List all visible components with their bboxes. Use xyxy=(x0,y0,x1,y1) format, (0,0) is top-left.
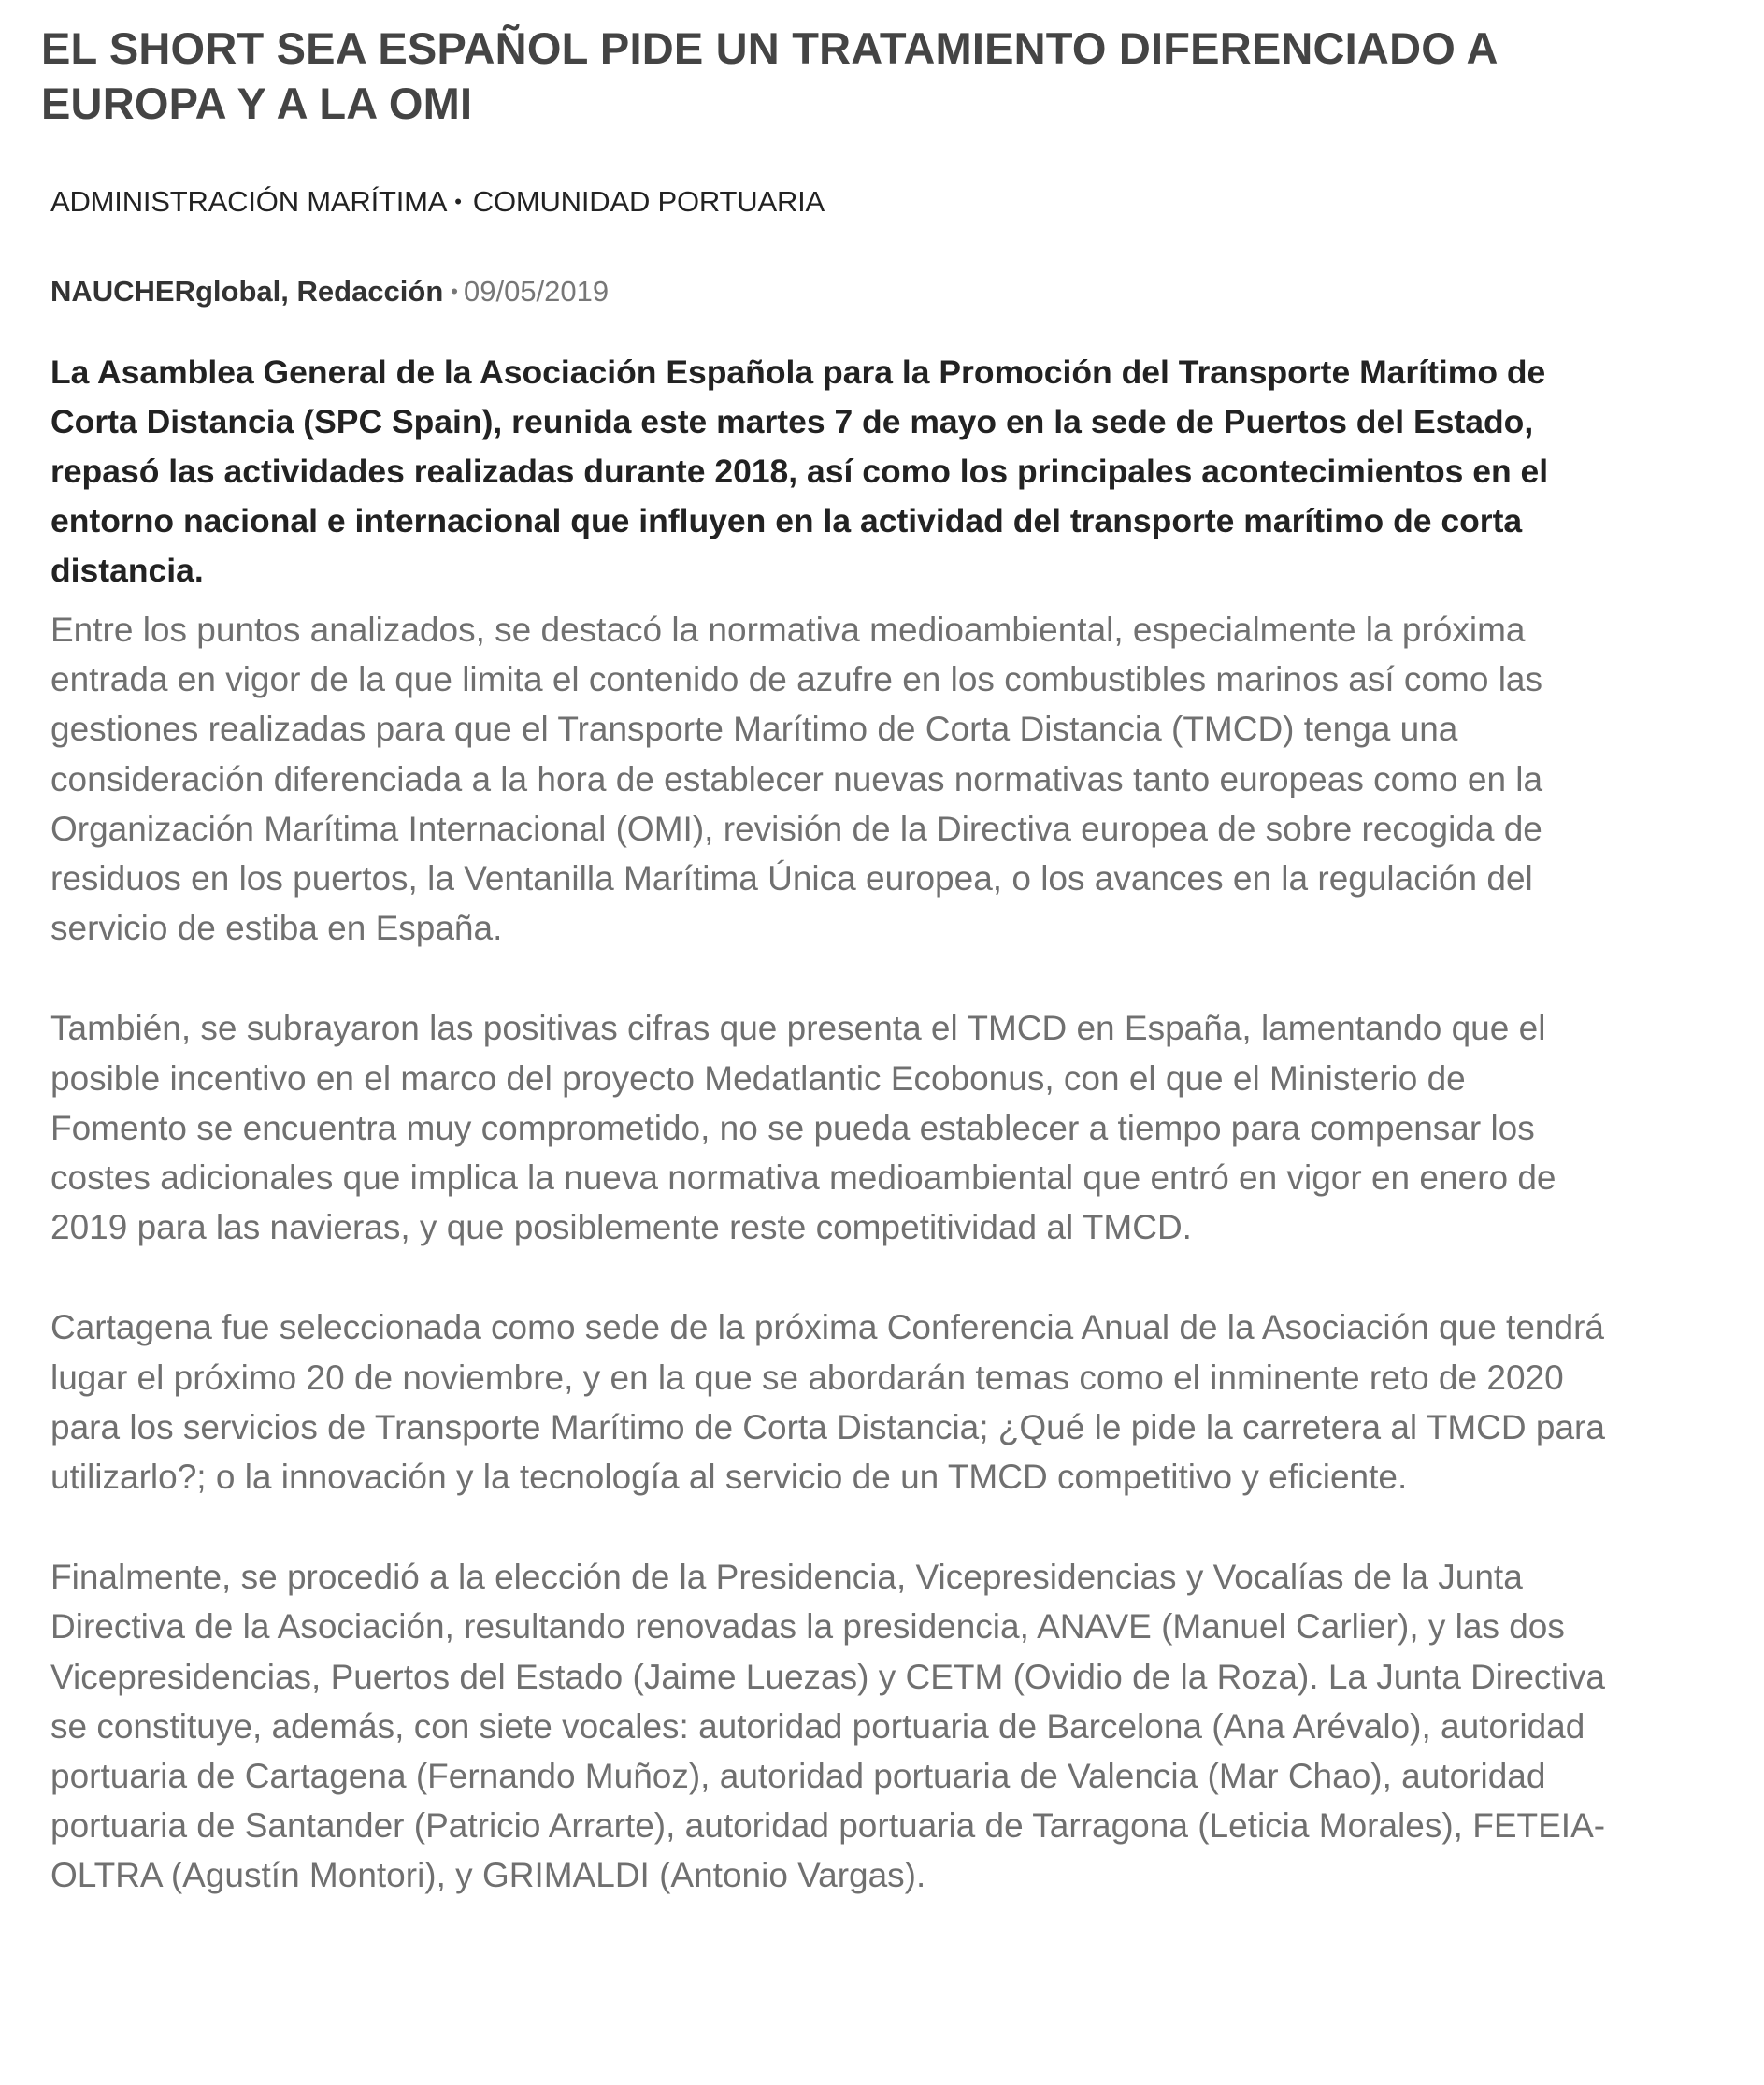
article-paragraph-3: Cartagena fue seleccionada como sede de la próxima Conferencia Anual de la Asociación que tendrá lugar el próximo 20 de noviembre, y en la que se abordarán temas como el inminente reto de 2020 para los servicios de Transporte Marítimo de Corta Distancia; ¿Qué le pide la carretera al TMCD para utilizarlo?; o la innovación y la tecnología al servicio de un TMCD competitivo y eficiente. xyxy=(50,1308,1605,1497)
article-date: 09/05/2019 xyxy=(463,275,610,308)
byline-separator: • xyxy=(451,280,458,303)
category-separator: • xyxy=(454,190,462,213)
news-article xyxy=(41,21,1649,1901)
article-categories xyxy=(50,183,1649,221)
article-paragraph-1: Entre los puntos analizados, se destacó la normativa medioambiental, especialmente la próxima entrada en vigor de la que limita el contenido de azufre en los combustibles marinos así como las gestiones realizadas para que el Transporte Marítimo de Corta Distancia (TMCD) tenga una consideración diferenciada a la hora de establecer nuevas normativas tanto europeas como en la Organización Marítima Internacional (OMI), revisión de la Directiva europea de sobre recogida de residuos en los puertos, la Ventanilla Marítima Única europea, o los avances en la regulación del servicio de estiba en España. xyxy=(50,611,1543,948)
article-paragraph-2: También, se subrayaron las positivas cifras que presenta el TMCD en España, lamentando que el posible incentivo en el marco del proyecto Medatlantic Ecobonus, con el que el Ministerio de Fomento se encuentra muy comprometido, no se pueda establecer a tiempo para compensar los costes adicionales que implica la nueva normativa medioambiental que entró en vigor en enero de 2019 para las navieras, y que posiblemente reste competitividad al TMCD. xyxy=(50,1009,1556,1247)
article-author: NAUCHERglobal, Redacción xyxy=(50,275,444,308)
article-byline xyxy=(50,273,1649,310)
article-title: EL SHORT SEA ESPAÑOL PIDE UN TRATAMIENTO DIFERENCIADO A EUROPA Y A LA OMI xyxy=(41,23,1497,128)
category-link-comunidad-portuaria[interactable]: COMUNIDAD PORTUARIA xyxy=(472,185,825,218)
category-link-administracion-maritima[interactable]: ADMINISTRACIÓN MARÍTIMA xyxy=(50,185,448,218)
article-paragraph-4: Finalmente, se procedió a la elección de la Presidencia, Vicepresidencias y Vocalías de la Junta Directiva de la Asociación, resultando renovadas la presidencia, ANAVE (Manuel Carlier), y las dos Vicepresidencias, Puertos del Estado (Jaime Luezas) y CETM (Ovidio de la Roza). La Junta Directiva se constituye, además, con siete vocales: autoridad portuaria de Barcelona (Ana Arévalo), autoridad portuaria de Cartagena (Fernando Muñoz), autoridad portuaria de Valencia (Mar Chao), autoridad portuaria de Santander (Patricio Arrarte), autoridad portuaria de Tarragona (Leticia Morales), FETEIA-OLTRA (Agustín Montori), y GRIMALDI (Antonio Vargas). xyxy=(50,1558,1606,1895)
article-lead: La Asamblea General de la Asociación Española para la Promoción del Transporte Marítimo de Corta Distancia (SPC Spain), reunida este martes 7 de mayo en la sede de Puertos del Estado, repasó las actividades realizadas durante 2018, así como los principales acontecimientos en el entorno nacional e internacional que influyen en la actividad del transporte marítimo de corta distancia. xyxy=(50,353,1549,589)
